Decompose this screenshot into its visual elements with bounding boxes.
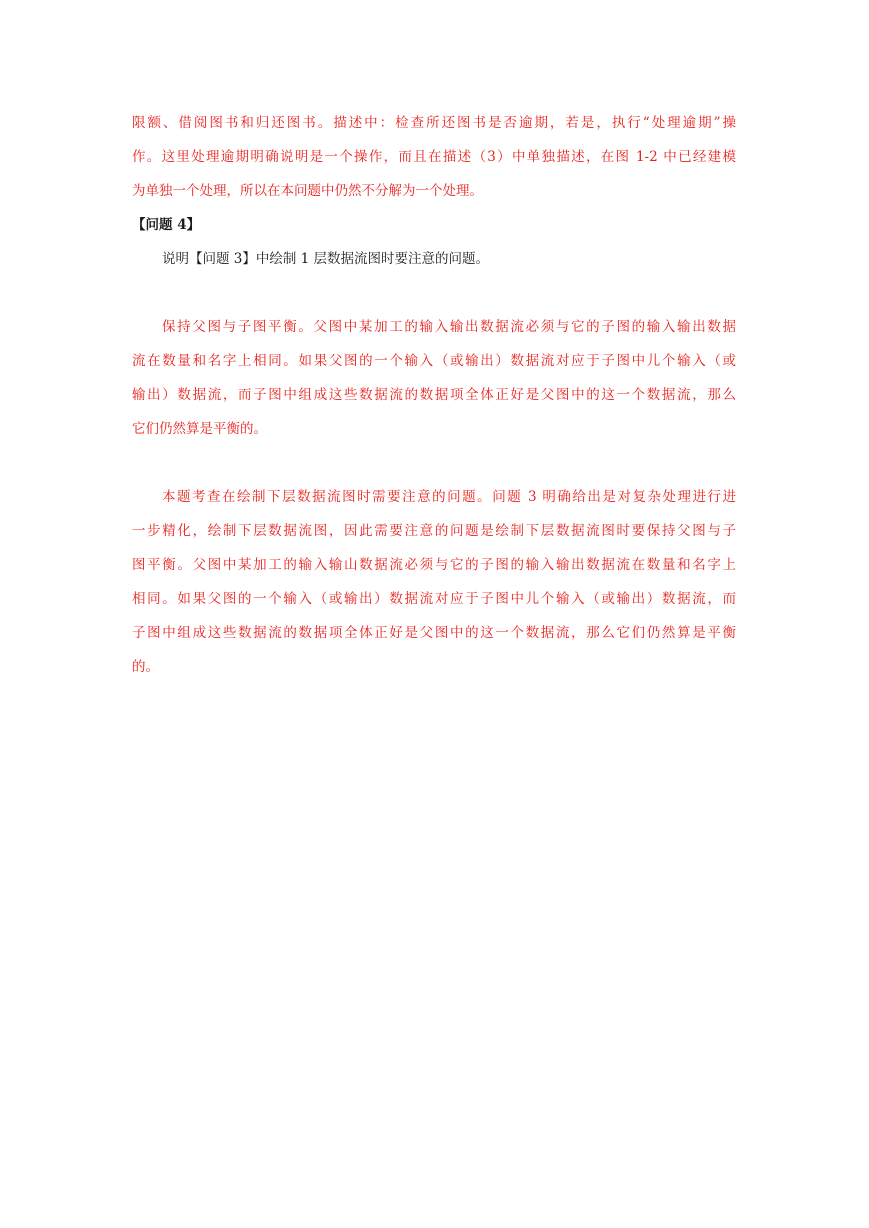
spacer (132, 276, 736, 310)
question-4-prompt: 说明【问题 3】中绘制 1 层数据流图时要注意的问题。 (162, 251, 490, 267)
text-line: 保持父图与子图平衡。父图中某加工的输入输出数据流必须与它的子图的输入输出数据 (162, 319, 736, 335)
text-line: 它们仍然算是平衡的。 (132, 421, 267, 437)
text-line: 相同。如果父图的一个输入（或输出）数据流对应于子图中儿个输入（或输出）数据流，而 (132, 591, 736, 607)
text-line: 子图中组成这些数据流的数据项全体正好是父图中的这一个数据流，那么它们仍然算是平衡 (132, 625, 736, 641)
text-line: 为单独一个处理，所以在本问题中仍然不分解为一个处理。 (132, 183, 483, 199)
text-line: 输出）数据流，而子图中组成这些数据流的数据项全体正好是父图中的这一个数据流，那么 (132, 387, 736, 403)
text-line: 的。 (132, 659, 159, 675)
continued-explanation-paragraph (132, 106, 736, 208)
text-line: 流在数量和名字上相同。如果父图的一个输入（或输出）数据流对应于子图中儿个输入（或 (132, 353, 736, 369)
analysis-paragraph (132, 480, 736, 684)
spacer (132, 446, 736, 480)
question-4-heading: 【问题 4】 (132, 217, 201, 233)
text-line: 一步精化，绘制下层数据流图，因此需要注意的问题是绘制下层数据流图时要保持父图与子 (132, 523, 736, 539)
text-line: 图平衡。父图中某加工的输入输山数据流必须与它的子图的输入输出数据流在数量和名字上 (132, 557, 736, 573)
text-line: 限额、借阅图书和归还图书。描述中：检查所还图书是否逾期，若是，执行“处理逾期”操 (132, 115, 736, 131)
text-line: 本题考查在绘制下层数据流图时需要注意的问题。问题 3 明确给出是对复杂处理进行进 (162, 489, 736, 505)
document-content (132, 106, 736, 684)
answer-paragraph (132, 310, 736, 446)
text-line: 作。这里处理逾期明确说明是一个操作，而且在描述（3）中单独描述，在图 1-2 中已经建模 (132, 149, 736, 165)
